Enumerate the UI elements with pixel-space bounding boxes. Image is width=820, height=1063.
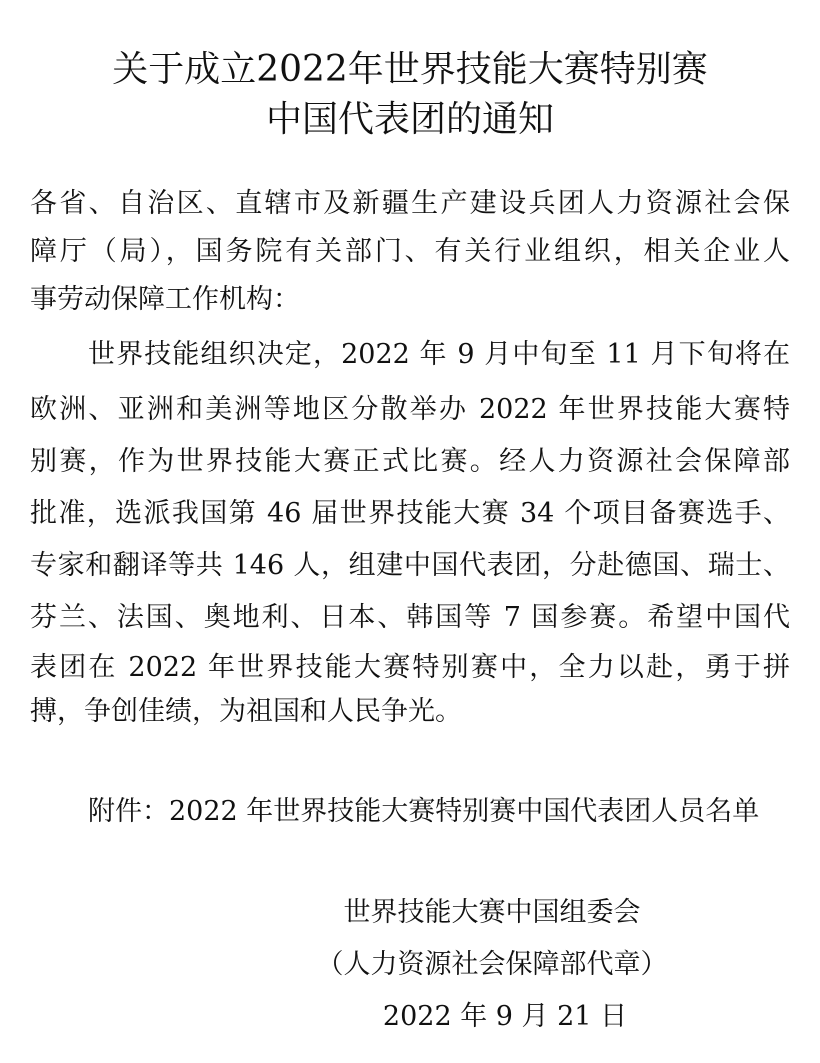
body-line: 各省、自治区、直辖市及新疆生产建设兵团人力资源社会保 [30, 188, 790, 219]
title-line-2: 中国代表团的通知 [265, 99, 554, 140]
signature-seal-note: （人力资源社会保障部代章） [316, 949, 668, 980]
title-line-1: 关于成立2022年世界技能大赛特别赛 [112, 49, 708, 90]
body-line: 欧洲、亚洲和美洲等地区分散举办 2022 年世界技能大赛特 [30, 394, 790, 425]
signature-date: 2022 年 9 月 21 日 [382, 1001, 628, 1032]
body-line: 世界技能组织决定，2022 年 9 月中旬至 11 月下旬将在 [88, 339, 790, 370]
attachment-note: 附件：2022 年世界技能大赛特别赛中国代表团人员名单 [88, 796, 760, 827]
signature-org: 世界技能大赛中国组委会 [343, 897, 641, 928]
body-line: 别赛，作为世界技能大赛正式比赛。经人力资源社会保障部 [30, 446, 790, 477]
body-line: 搏，争创佳绩，为祖国和人民争光。 [30, 696, 462, 727]
body-line: 芬兰、法国、奥地利、日本、韩国等 7 国参赛。希望中国代 [30, 602, 790, 633]
body-line: 批准，选派我国第 46 届世界技能大赛 34 个项目备赛选手、 [30, 498, 790, 529]
body-line: 表团在 2022 年世界技能大赛特别赛中，全力以赴，勇于拼 [30, 652, 790, 683]
body-line: 事劳动保障工作机构： [30, 284, 300, 315]
body-line: 专家和翻译等共 146 人，组建中国代表团，分赴德国、瑞士、 [30, 550, 790, 581]
body-line: 障厅（局），国务院有关部门、有关行业组织，相关企业人 [30, 236, 790, 267]
